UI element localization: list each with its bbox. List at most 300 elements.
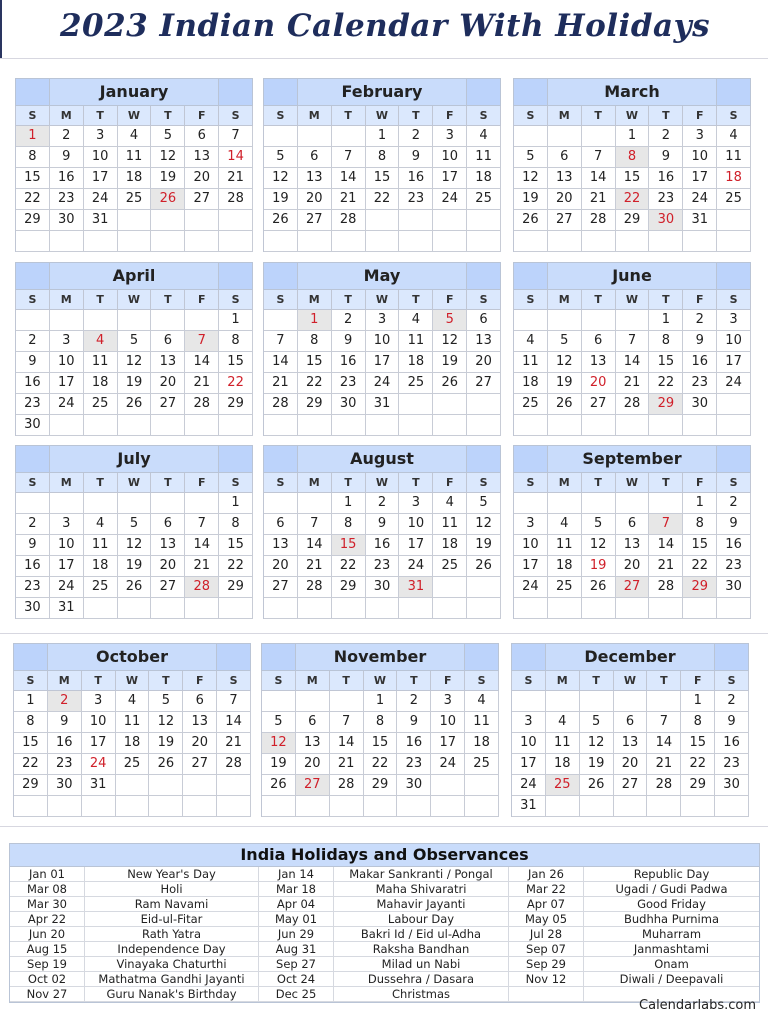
empty-cell	[465, 796, 499, 817]
day-cell: 20	[467, 352, 501, 373]
day-cell: 28	[647, 775, 681, 796]
weekday-header: S	[512, 671, 546, 691]
day-cell: 9	[399, 147, 433, 168]
day-cell: 17	[82, 733, 116, 754]
day-cell: 5	[118, 331, 152, 352]
weekday-header: T	[151, 290, 185, 310]
day-cell: 7	[647, 712, 681, 733]
empty-cell	[151, 415, 185, 436]
weekday-header: S	[514, 290, 548, 310]
weekday-header: T	[330, 671, 364, 691]
empty-cell	[118, 210, 152, 231]
weekday-header: T	[649, 290, 683, 310]
day-cell: 4	[84, 514, 118, 535]
day-cell: 2	[397, 691, 431, 712]
empty-cell	[50, 310, 84, 331]
empty-cell	[548, 126, 582, 147]
day-cell: 12	[433, 331, 467, 352]
month-name: February	[341, 82, 423, 101]
day-cell: 8	[616, 147, 650, 168]
holiday-date: Jul 28	[509, 927, 584, 941]
holiday-date: Jun 29	[259, 927, 334, 941]
day-cell: 15	[366, 168, 400, 189]
empty-cell	[433, 231, 467, 252]
month-grid	[15, 290, 253, 436]
weekday-header: T	[332, 473, 366, 493]
day-cell: 14	[332, 168, 366, 189]
empty-cell	[433, 415, 467, 436]
day-cell: 28	[332, 210, 366, 231]
day-cell: 10	[514, 535, 548, 556]
day-cell: 30	[16, 415, 50, 436]
empty-cell	[264, 415, 298, 436]
month-title	[261, 643, 499, 671]
empty-cell	[548, 598, 582, 619]
day-cell: 22	[16, 189, 50, 210]
day-cell: 17	[683, 168, 717, 189]
month-july	[15, 445, 253, 619]
day-cell: 9	[715, 712, 749, 733]
weekday-header: W	[366, 106, 400, 126]
day-cell: 10	[683, 147, 717, 168]
day-cell: 7	[298, 514, 332, 535]
month-november	[261, 643, 499, 817]
day-cell: 27	[185, 189, 219, 210]
day-cell: 1	[16, 126, 50, 147]
day-cell: 21	[264, 373, 298, 394]
day-cell: 27	[582, 394, 616, 415]
holiday-date: Sep 19	[10, 957, 85, 971]
day-cell: 22	[14, 754, 48, 775]
day-cell: 6	[185, 126, 219, 147]
day-cell: 5	[118, 514, 152, 535]
day-cell: 15	[649, 352, 683, 373]
weekday-header: F	[683, 473, 717, 493]
empty-cell	[366, 415, 400, 436]
day-cell: 3	[50, 331, 84, 352]
footer-credit[interactable]: Calendarlabs.com	[639, 998, 756, 1013]
empty-cell	[185, 415, 219, 436]
day-cell: 15	[219, 535, 253, 556]
empty-cell	[298, 598, 332, 619]
weekday-header: T	[332, 106, 366, 126]
month-january	[15, 78, 253, 252]
day-cell: 19	[118, 556, 152, 577]
month-grid	[261, 671, 499, 817]
day-cell: 21	[298, 556, 332, 577]
day-cell: 12	[580, 733, 614, 754]
month-title	[263, 78, 501, 106]
day-cell: 11	[399, 331, 433, 352]
holiday-name: Ugadi / Gudi Padwa	[615, 882, 728, 896]
day-cell: 6	[467, 310, 501, 331]
weekday-header: T	[149, 671, 183, 691]
empty-cell	[717, 394, 751, 415]
weekday-header: M	[298, 290, 332, 310]
empty-cell	[183, 796, 217, 817]
holiday-date: Mar 22	[509, 882, 584, 896]
day-cell: 29	[298, 394, 332, 415]
weekday-header: S	[16, 290, 50, 310]
month-title	[513, 445, 751, 473]
day-cell: 10	[433, 147, 467, 168]
day-cell: 26	[264, 210, 298, 231]
empty-cell	[683, 598, 717, 619]
empty-cell	[366, 598, 400, 619]
empty-cell	[467, 231, 501, 252]
day-cell: 11	[84, 352, 118, 373]
holiday-date: Apr 04	[259, 897, 334, 911]
empty-cell	[264, 598, 298, 619]
holiday-name: Dussehra / Dasara	[334, 972, 509, 986]
empty-cell	[546, 691, 580, 712]
day-cell: 10	[399, 514, 433, 535]
weekday-header: W	[616, 473, 650, 493]
holiday-date: Sep 27	[259, 957, 334, 971]
day-cell: 5	[582, 514, 616, 535]
day-cell: 21	[649, 556, 683, 577]
month-grid	[263, 473, 501, 619]
day-cell: 25	[433, 556, 467, 577]
holiday-date: May 05	[509, 912, 584, 926]
empty-cell	[364, 796, 398, 817]
day-cell: 6	[151, 331, 185, 352]
day-cell: 29	[219, 394, 253, 415]
empty-cell	[431, 796, 465, 817]
empty-cell	[151, 310, 185, 331]
weekday-header: M	[50, 290, 84, 310]
empty-cell	[548, 415, 582, 436]
empty-cell	[298, 493, 332, 514]
day-cell: 19	[467, 535, 501, 556]
day-cell: 15	[616, 168, 650, 189]
month-name: October	[96, 647, 168, 666]
month-grid	[511, 671, 749, 817]
day-cell: 1	[332, 493, 366, 514]
day-cell: 21	[185, 373, 219, 394]
weekday-header: M	[296, 671, 330, 691]
day-cell: 18	[84, 373, 118, 394]
day-cell: 20	[264, 556, 298, 577]
day-cell: 24	[399, 556, 433, 577]
empty-cell	[118, 598, 152, 619]
day-cell: 27	[151, 394, 185, 415]
day-cell: 17	[433, 168, 467, 189]
day-cell: 8	[219, 514, 253, 535]
day-cell: 25	[546, 775, 580, 796]
month-march	[513, 78, 751, 252]
day-cell: 22	[681, 754, 715, 775]
empty-cell	[548, 493, 582, 514]
day-cell: 14	[264, 352, 298, 373]
day-cell: 30	[717, 577, 751, 598]
weekday-header: W	[614, 671, 648, 691]
day-cell: 18	[84, 556, 118, 577]
empty-cell	[397, 796, 431, 817]
holiday-name: Muharram	[641, 927, 702, 941]
month-name: April	[112, 266, 156, 285]
day-cell: 23	[50, 189, 84, 210]
holiday-date: Mar 30	[10, 897, 85, 911]
empty-cell	[514, 415, 548, 436]
weekday-header: F	[431, 671, 465, 691]
weekday-header: F	[183, 671, 217, 691]
day-cell: 6	[296, 712, 330, 733]
empty-cell	[151, 493, 185, 514]
holiday-date: Oct 02	[10, 972, 85, 986]
day-cell: 12	[467, 514, 501, 535]
day-cell: 4	[399, 310, 433, 331]
month-june	[513, 262, 751, 436]
divider	[0, 826, 768, 827]
day-cell: 28	[616, 394, 650, 415]
weekday-header: M	[48, 671, 82, 691]
day-cell: 15	[298, 352, 332, 373]
day-cell: 13	[582, 352, 616, 373]
month-february	[263, 78, 501, 252]
day-cell: 10	[431, 712, 465, 733]
holiday-date: Jun 20	[10, 927, 85, 941]
day-cell: 3	[514, 514, 548, 535]
day-cell: 6	[616, 514, 650, 535]
day-cell: 26	[118, 577, 152, 598]
weekday-header: W	[118, 106, 152, 126]
empty-cell	[332, 126, 366, 147]
empty-cell	[16, 493, 50, 514]
weekday-header: T	[582, 473, 616, 493]
holiday-row	[10, 897, 759, 912]
empty-cell	[298, 231, 332, 252]
day-cell: 15	[683, 535, 717, 556]
weekday-header: W	[116, 671, 150, 691]
day-cell: 19	[118, 373, 152, 394]
month-name: July	[117, 449, 151, 468]
day-cell: 14	[647, 733, 681, 754]
empty-cell	[683, 415, 717, 436]
empty-cell	[332, 231, 366, 252]
holiday-date: Nov 12	[509, 972, 584, 986]
empty-cell	[118, 231, 152, 252]
day-cell: 24	[514, 577, 548, 598]
day-cell: 27	[467, 373, 501, 394]
day-cell: 10	[82, 712, 116, 733]
empty-cell	[647, 691, 681, 712]
month-name: May	[363, 266, 401, 285]
day-cell: 12	[264, 168, 298, 189]
holiday-date: May 01	[259, 912, 334, 926]
day-cell: 10	[512, 733, 546, 754]
day-cell: 29	[332, 577, 366, 598]
weekday-header: S	[717, 106, 751, 126]
day-cell: 6	[151, 514, 185, 535]
day-cell: 1	[366, 126, 400, 147]
empty-cell	[616, 415, 650, 436]
empty-cell	[84, 598, 118, 619]
day-cell: 24	[431, 754, 465, 775]
day-cell: 16	[717, 535, 751, 556]
day-cell: 9	[332, 331, 366, 352]
weekday-header: S	[219, 106, 253, 126]
holiday-row	[10, 957, 759, 972]
empty-cell	[514, 598, 548, 619]
weekday-header: T	[649, 106, 683, 126]
day-cell: 19	[151, 168, 185, 189]
month-title	[513, 262, 751, 290]
day-cell: 9	[48, 712, 82, 733]
weekday-header: T	[649, 473, 683, 493]
day-cell: 24	[50, 394, 84, 415]
day-cell: 3	[512, 712, 546, 733]
day-cell: 30	[683, 394, 717, 415]
empty-cell	[118, 310, 152, 331]
holiday-name: Labour Day	[334, 912, 509, 926]
day-cell: 23	[715, 754, 749, 775]
day-cell: 16	[683, 352, 717, 373]
day-cell: 16	[16, 556, 50, 577]
day-cell: 10	[84, 147, 118, 168]
month-title	[263, 262, 501, 290]
weekday-header: T	[582, 290, 616, 310]
empty-cell	[332, 598, 366, 619]
empty-cell	[332, 415, 366, 436]
day-cell: 24	[512, 775, 546, 796]
day-cell: 27	[548, 210, 582, 231]
weekday-header: W	[366, 473, 400, 493]
day-cell: 4	[116, 691, 150, 712]
day-cell: 28	[330, 775, 364, 796]
holiday-name: New Year's Day	[85, 867, 259, 881]
day-cell: 7	[217, 691, 251, 712]
holiday-date: Aug 31	[259, 942, 334, 956]
day-cell: 22	[683, 556, 717, 577]
empty-cell	[185, 210, 219, 231]
day-cell: 23	[683, 373, 717, 394]
day-cell: 13	[298, 168, 332, 189]
day-cell: 9	[50, 147, 84, 168]
weekday-header: S	[219, 290, 253, 310]
day-cell: 7	[332, 147, 366, 168]
day-cell: 30	[48, 775, 82, 796]
weekday-header: F	[683, 106, 717, 126]
day-cell: 4	[118, 126, 152, 147]
day-cell: 2	[16, 331, 50, 352]
empty-cell	[48, 796, 82, 817]
empty-cell	[219, 210, 253, 231]
day-cell: 9	[717, 514, 751, 535]
empty-cell	[262, 796, 296, 817]
holiday-name: Ram Navami	[85, 897, 259, 911]
day-cell: 8	[219, 331, 253, 352]
holiday-date: Nov 27	[10, 987, 85, 1001]
empty-cell	[514, 310, 548, 331]
day-cell: 29	[16, 210, 50, 231]
day-cell: 10	[717, 331, 751, 352]
empty-cell	[151, 231, 185, 252]
day-cell: 11	[84, 535, 118, 556]
holiday-date: Apr 07	[509, 897, 584, 911]
weekday-header: S	[467, 106, 501, 126]
day-cell: 26	[548, 394, 582, 415]
weekday-header: M	[50, 106, 84, 126]
holiday-date: Mar 08	[10, 882, 85, 896]
day-cell: 23	[366, 556, 400, 577]
empty-cell	[467, 598, 501, 619]
holidays-table	[9, 843, 760, 1003]
empty-cell	[467, 394, 501, 415]
month-grid	[513, 290, 751, 436]
empty-cell	[116, 775, 150, 796]
weekday-header: T	[397, 671, 431, 691]
day-cell: 2	[717, 493, 751, 514]
day-cell: 11	[546, 733, 580, 754]
day-cell: 28	[264, 394, 298, 415]
day-cell: 23	[332, 373, 366, 394]
month-grid	[263, 290, 501, 436]
holiday-row	[10, 882, 759, 897]
day-cell: 8	[332, 514, 366, 535]
holiday-date: Oct 24	[259, 972, 334, 986]
day-cell: 19	[264, 189, 298, 210]
weekday-header: W	[616, 106, 650, 126]
weekday-header: S	[717, 290, 751, 310]
day-cell: 13	[185, 147, 219, 168]
day-cell: 26	[262, 775, 296, 796]
empty-cell	[649, 598, 683, 619]
day-cell: 29	[683, 577, 717, 598]
empty-cell	[217, 775, 251, 796]
empty-cell	[582, 598, 616, 619]
day-cell: 5	[467, 493, 501, 514]
holiday-name: Raksha Bandhan	[334, 942, 509, 956]
holiday-name: Eid-ul-Fitar	[85, 912, 259, 926]
day-cell: 9	[397, 712, 431, 733]
day-cell: 3	[50, 514, 84, 535]
day-cell: 15	[219, 352, 253, 373]
weekday-header: S	[14, 671, 48, 691]
weekday-header: M	[50, 473, 84, 493]
month-name: August	[350, 449, 414, 468]
day-cell: 5	[580, 712, 614, 733]
day-cell: 25	[84, 577, 118, 598]
day-cell: 19	[514, 189, 548, 210]
month-name: September	[582, 449, 682, 468]
weekday-header: F	[681, 671, 715, 691]
weekday-header: S	[514, 473, 548, 493]
month-september	[513, 445, 751, 619]
day-cell: 30	[649, 210, 683, 231]
empty-cell	[149, 775, 183, 796]
day-cell: 9	[16, 535, 50, 556]
empty-cell	[433, 577, 467, 598]
day-cell: 24	[433, 189, 467, 210]
empty-cell	[50, 415, 84, 436]
weekday-header: F	[185, 290, 219, 310]
empty-cell	[217, 796, 251, 817]
day-cell: 18	[433, 535, 467, 556]
day-cell: 27	[151, 577, 185, 598]
day-cell: 17	[399, 535, 433, 556]
empty-cell	[683, 231, 717, 252]
day-cell: 26	[580, 775, 614, 796]
day-cell: 18	[546, 754, 580, 775]
empty-cell	[514, 231, 548, 252]
holiday-row	[10, 912, 759, 927]
day-cell: 20	[548, 189, 582, 210]
day-cell: 30	[397, 775, 431, 796]
empty-cell	[467, 415, 501, 436]
day-cell: 21	[582, 189, 616, 210]
empty-cell	[149, 796, 183, 817]
